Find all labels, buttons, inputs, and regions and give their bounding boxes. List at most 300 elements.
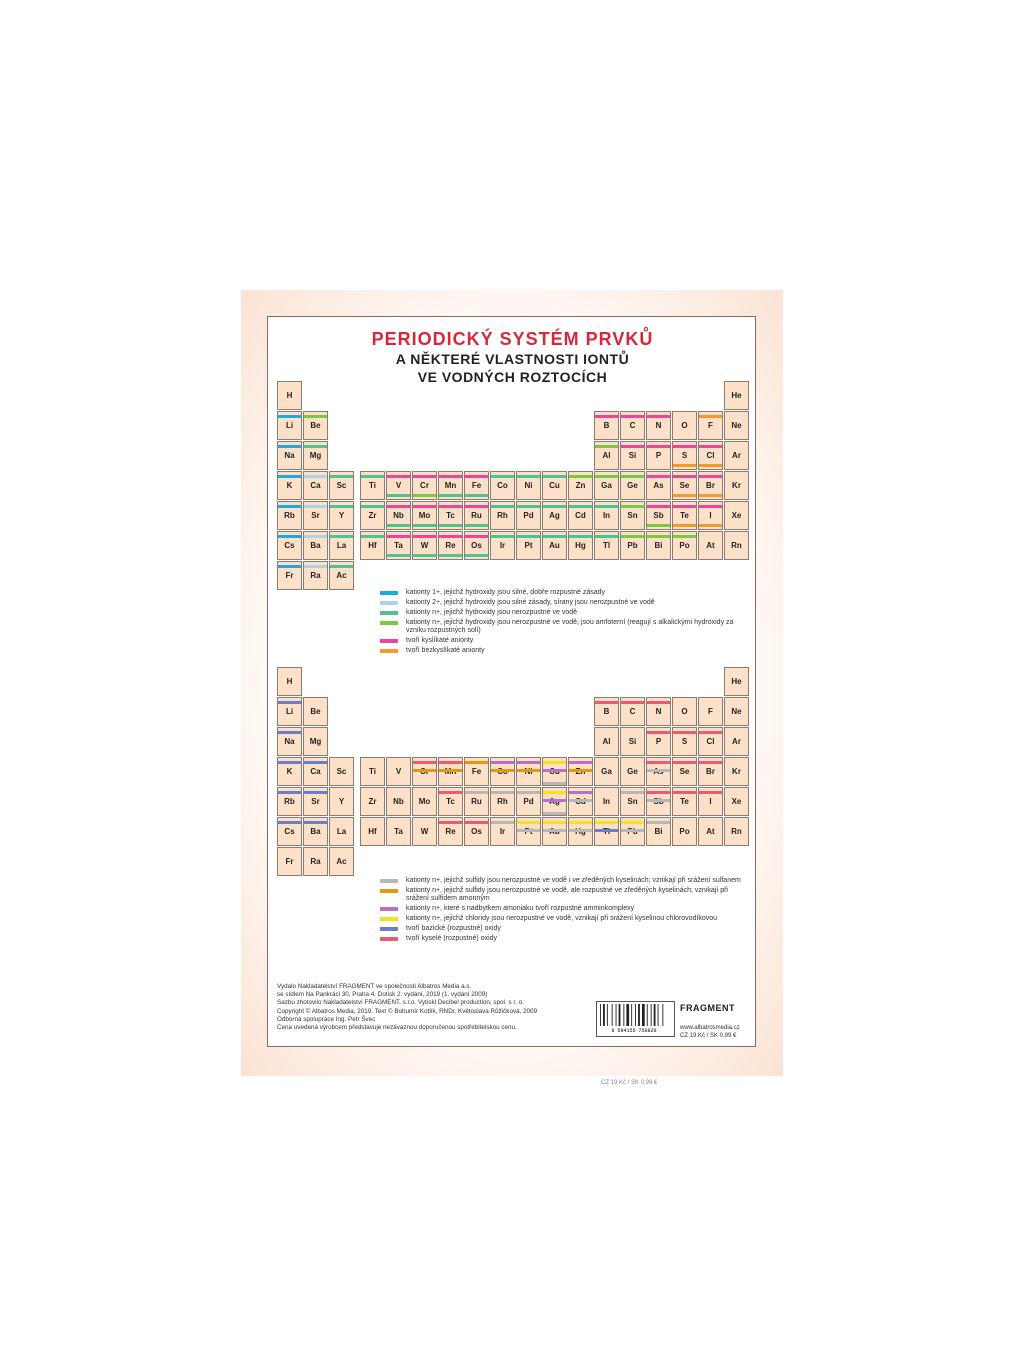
element-cell-he	[724, 381, 749, 410]
element-symbol: N	[655, 421, 662, 430]
element-cell-fe	[464, 757, 489, 786]
element-symbol: Rb	[284, 797, 295, 806]
property-bar-blue	[278, 701, 301, 704]
property-bar-red	[595, 701, 618, 704]
element-symbol: Tc	[446, 797, 455, 806]
element-symbol: C	[629, 421, 636, 430]
element-symbol: Cr	[420, 481, 429, 490]
element-symbol: Ar	[732, 451, 741, 460]
property-bar-green	[413, 524, 436, 527]
property-bar-gray	[543, 829, 566, 832]
property-bar-blue	[278, 731, 301, 734]
property-bar-orange	[673, 524, 696, 527]
legend-text: tvoří kyslíkaté anionty	[406, 637, 474, 644]
element-symbol: Zn	[575, 481, 586, 490]
element-symbol: Rb	[284, 511, 295, 520]
element-cell-rh	[490, 501, 515, 530]
property-bar-pink	[647, 475, 670, 478]
element-cell-bi	[646, 817, 671, 846]
element-symbol: Nb	[393, 511, 404, 520]
element-cell-mn	[438, 471, 463, 500]
element-symbol: Pd	[523, 797, 534, 806]
property-bar-green	[465, 494, 488, 497]
element-cell-mg	[303, 727, 328, 756]
element-symbol: Ca	[310, 481, 321, 490]
property-bar-green	[491, 505, 514, 508]
element-symbol: Se	[679, 481, 690, 490]
property-bar-pink	[465, 475, 488, 478]
element-cell-ga	[594, 757, 619, 786]
element-cell-li	[277, 411, 302, 440]
element-cell-be	[303, 411, 328, 440]
property-bar-red	[647, 761, 670, 764]
element-symbol: Sb	[653, 511, 664, 520]
element-symbol: Na	[284, 451, 295, 460]
element-symbol: Cs	[284, 541, 295, 550]
element-cell-se	[672, 757, 697, 786]
property-bar-blue	[595, 829, 618, 832]
element-cell-sn	[620, 501, 645, 530]
element-cell-f	[698, 697, 723, 726]
property-bar-pink	[647, 445, 670, 448]
property-bar-pink	[387, 535, 410, 538]
legend-text: kationty n+, jejichž chloridy jsou nerozpustné ve vodě, vznikají při srážení kyselinou chlorovodíkovou	[406, 915, 718, 922]
property-bar-pink	[439, 505, 462, 508]
element-cell-cl	[698, 727, 723, 756]
property-bar-yellow	[543, 761, 566, 764]
element-cell-ag	[542, 501, 567, 530]
property-bar-orange	[673, 494, 696, 497]
element-symbol: Au	[549, 541, 560, 550]
property-bar-pink	[699, 475, 722, 478]
property-bar-cyan	[278, 475, 301, 478]
element-cell-ne	[724, 411, 749, 440]
legend-item	[380, 915, 750, 923]
property-bar-gray	[465, 791, 488, 794]
element-cell-y	[329, 787, 354, 816]
element-cell-hf	[360, 531, 385, 560]
legend-swatch	[380, 907, 398, 911]
element-cell-re	[438, 817, 463, 846]
element-symbol: Y	[338, 797, 345, 806]
element-symbol: Kr	[732, 481, 741, 490]
element-cell-nb	[386, 787, 411, 816]
property-bar-green	[330, 535, 353, 538]
element-symbol: At	[706, 827, 715, 836]
element-cell-pb	[620, 531, 645, 560]
property-bar-lime	[621, 535, 644, 538]
property-bar-green	[543, 475, 566, 478]
property-bar-red	[439, 761, 462, 764]
element-cell-fr	[277, 561, 302, 590]
property-bar-red	[673, 731, 696, 734]
property-bar-gray	[517, 791, 540, 794]
legend-swatch	[380, 879, 398, 883]
element-symbol: Cl	[706, 737, 715, 746]
element-cell-p	[646, 727, 671, 756]
element-cell-xe	[724, 787, 749, 816]
element-cell-c	[620, 697, 645, 726]
property-bar-violet	[543, 799, 566, 802]
element-symbol: Ra	[310, 857, 321, 866]
legend-1	[380, 589, 750, 657]
element-cell-in	[594, 501, 619, 530]
element-symbol: Bi	[654, 541, 663, 550]
element-cell-nb	[386, 501, 411, 530]
element-cell-rb	[277, 501, 302, 530]
property-bar-orange	[699, 524, 722, 527]
property-bar-lightblue	[304, 535, 327, 538]
property-bar-pink	[673, 475, 696, 478]
element-symbol: Si	[628, 737, 637, 746]
element-cell-fr	[277, 847, 302, 876]
element-cell-pd	[516, 501, 541, 530]
element-cell-k	[277, 757, 302, 786]
property-bar-green	[569, 505, 592, 508]
element-symbol: Fr	[285, 571, 294, 580]
legend-item	[380, 877, 750, 885]
element-cell-s	[672, 441, 697, 470]
property-bar-pink	[439, 475, 462, 478]
element-cell-po	[672, 817, 697, 846]
element-symbol: Sn	[627, 797, 638, 806]
property-bar-gray	[647, 799, 670, 802]
element-cell-ni	[516, 757, 541, 786]
property-bar-pink	[699, 505, 722, 508]
element-cell-ni	[516, 471, 541, 500]
element-symbol: W	[420, 541, 429, 550]
publisher-logo: FRAGMENT	[680, 1003, 735, 1013]
element-symbol: Ti	[369, 767, 376, 776]
element-cell-i	[698, 787, 723, 816]
legend-swatch	[380, 639, 398, 643]
element-symbol: Ir	[499, 827, 506, 836]
element-cell-os	[464, 531, 489, 560]
element-symbol: Ru	[471, 797, 482, 806]
property-bar-green	[465, 524, 488, 527]
imprint-line: Vydalo Nakladatelství FRAGMENT ve společnosti Albatros Media a.s.	[277, 983, 472, 990]
legend-item	[380, 599, 750, 607]
property-bar-green	[517, 475, 540, 478]
legend-text: tvoří bazické (rozpustné) oxidy	[406, 925, 501, 932]
element-symbol: Ir	[499, 541, 506, 550]
element-cell-bi	[646, 531, 671, 560]
element-symbol: K	[286, 481, 293, 490]
element-cell-rh	[490, 787, 515, 816]
property-bar-blue	[304, 761, 327, 764]
element-cell-kr	[724, 757, 749, 786]
element-symbol: V	[395, 767, 402, 776]
element-symbol: Cs	[284, 827, 295, 836]
property-bar-gray	[647, 769, 670, 772]
element-cell-pt	[516, 531, 541, 560]
element-cell-fe	[464, 471, 489, 500]
element-symbol: Sc	[336, 481, 347, 490]
element-symbol: O	[681, 707, 688, 716]
property-bar-lightblue	[304, 565, 327, 568]
price: CZ 19 Kč / SK 0,99 €	[680, 1032, 737, 1039]
property-bar-pink	[647, 505, 670, 508]
property-bar-green	[491, 475, 514, 478]
element-cell-na	[277, 441, 302, 470]
element-cell-at	[698, 531, 723, 560]
element-symbol: Bi	[654, 827, 663, 836]
element-symbol: Ne	[731, 707, 742, 716]
element-symbol: Hg	[575, 541, 586, 550]
element-cell-sr	[303, 501, 328, 530]
element-cell-c	[620, 411, 645, 440]
property-bar-pink	[413, 535, 436, 538]
element-symbol: La	[336, 541, 347, 550]
element-symbol: Mo	[418, 511, 431, 520]
element-cell-hf	[360, 817, 385, 846]
element-symbol: Ac	[336, 571, 347, 580]
element-cell-w	[412, 817, 437, 846]
element-symbol: He	[731, 391, 742, 400]
element-cell-mn	[438, 757, 463, 786]
property-bar-pink	[413, 475, 436, 478]
property-bar-green	[413, 554, 436, 557]
element-symbol: Pb	[627, 541, 638, 550]
property-bar-orange	[699, 494, 722, 497]
element-cell-au	[542, 531, 567, 560]
element-symbol: Be	[310, 421, 321, 430]
element-cell-b	[594, 697, 619, 726]
property-bar-green	[543, 535, 566, 538]
element-symbol: Sc	[336, 767, 347, 776]
element-cell-sn	[620, 787, 645, 816]
property-bar-yellow	[569, 821, 592, 824]
legend-swatch	[380, 917, 398, 921]
element-symbol: Ta	[394, 541, 403, 550]
periodic-table-1	[268, 381, 757, 601]
element-symbol: Ar	[732, 737, 741, 746]
element-cell-ne	[724, 697, 749, 726]
property-bar-darkorange	[413, 769, 436, 772]
legend-2	[380, 877, 750, 945]
element-cell-hg	[568, 531, 593, 560]
element-cell-n	[646, 411, 671, 440]
property-bar-red	[647, 731, 670, 734]
element-cell-se	[672, 471, 697, 500]
element-symbol: W	[420, 827, 429, 836]
property-bar-cyan	[278, 505, 301, 508]
element-cell-sc	[329, 757, 354, 786]
legend-item	[380, 905, 750, 913]
element-cell-ca	[303, 471, 328, 500]
property-bar-red	[413, 761, 436, 764]
element-symbol: Mg	[309, 737, 322, 746]
legend-item	[380, 589, 750, 597]
element-cell-te	[672, 501, 697, 530]
element-cell-al	[594, 727, 619, 756]
element-symbol: Li	[285, 421, 294, 430]
element-cell-li	[277, 697, 302, 726]
property-bar-yellow	[595, 821, 618, 824]
element-symbol: N	[655, 707, 662, 716]
property-bar-green	[465, 554, 488, 557]
element-cell-ra	[303, 847, 328, 876]
property-bar-yellow	[621, 821, 644, 824]
element-cell-he	[724, 667, 749, 696]
element-cell-la	[329, 531, 354, 560]
property-bar-pink	[647, 415, 670, 418]
element-cell-n	[646, 697, 671, 726]
element-cell-o	[672, 697, 697, 726]
element-cell-po	[672, 531, 697, 560]
element-cell-ge	[620, 757, 645, 786]
element-cell-sb	[646, 787, 671, 816]
legend-text: kationty n+, jejichž sulfidy jsou nerozpustné ve vodě i ve zředěných kyselinách; vznikají při srážení sulfanem	[406, 877, 741, 884]
property-bar-pink	[673, 505, 696, 508]
element-cell-as	[646, 757, 671, 786]
element-cell-mg	[303, 441, 328, 470]
imprint-line: se sídlem Na Pankráci 30, Praha 4. Dotisk 2. vydání, 2019 (1. vydání 2009)	[277, 991, 488, 999]
property-bar-violet	[569, 761, 592, 764]
element-cell-ta	[386, 531, 411, 560]
title-main: PERIODICKÝ SYSTÉM PRVKŮ	[371, 329, 654, 349]
element-symbol: Tl	[602, 541, 611, 550]
element-cell-tl	[594, 531, 619, 560]
legend-text: kationty n+, které s nadbytkem amoniaku tvoří rozpustné amminkomplexy	[406, 905, 635, 912]
element-symbol: Re	[445, 827, 456, 836]
element-cell-mo	[412, 787, 437, 816]
property-bar-lime	[595, 445, 618, 448]
property-bar-green	[491, 535, 514, 538]
element-cell-hg	[568, 817, 593, 846]
element-cell-cu	[542, 757, 567, 786]
property-bar-gray	[491, 821, 514, 824]
element-symbol: Rn	[731, 541, 742, 550]
property-bar-pink	[595, 415, 618, 418]
element-symbol: Br	[706, 481, 715, 490]
element-cell-v	[386, 757, 411, 786]
property-bar-yellow	[517, 821, 540, 824]
element-symbol: Na	[284, 737, 295, 746]
element-symbol: Co	[497, 481, 508, 490]
element-symbol: H	[286, 391, 293, 400]
element-cell-y	[329, 501, 354, 530]
element-cell-v	[386, 471, 411, 500]
property-bar-blue	[278, 791, 301, 794]
property-bar-pink	[413, 505, 436, 508]
element-cell-s	[672, 727, 697, 756]
element-cell-rn	[724, 817, 749, 846]
property-bar-cyan	[278, 415, 301, 418]
element-symbol: I	[709, 797, 712, 806]
element-symbol: Xe	[731, 797, 742, 806]
element-cell-cs	[277, 817, 302, 846]
legend-swatch	[380, 927, 398, 931]
element-cell-ca	[303, 757, 328, 786]
property-bar-darkorange	[439, 769, 462, 772]
element-symbol: Ti	[369, 481, 376, 490]
element-cell-zn	[568, 757, 593, 786]
element-symbol: Hf	[368, 541, 377, 550]
legend-text: tvoří bezkyslíkaté anionty	[406, 647, 485, 654]
element-symbol: Po	[679, 827, 690, 836]
legend-text: kationty n+, jejichž hydroxidy jsou nerozpustné ve vodě	[406, 609, 578, 616]
legend-text: kationty n+, jejichž hydroxidy jsou nerozpustné ve vodě, jsou amfoterní (reagují s alkalickými hydroxidy za vzniku rozpustných solí)	[406, 619, 734, 634]
element-cell-os	[464, 817, 489, 846]
property-bar-lime	[569, 475, 592, 478]
legend-item	[380, 609, 750, 617]
element-symbol: O	[681, 421, 688, 430]
element-cell-ir	[490, 817, 515, 846]
property-bar-pink	[621, 445, 644, 448]
legend-text: kationty 1+, jejichž hydroxidy jsou silné, dobře rozpustné zásady	[406, 589, 606, 596]
element-cell-ru	[464, 787, 489, 816]
element-symbol: Pd	[523, 511, 534, 520]
property-bar-pink	[387, 475, 410, 478]
legend-text: kationty n+, jejichž sulfidy jsou nerozpustné ve vodě, ale rozpustné ve zředěných kyselinách; vznikají při srážení sulfidem amonným	[406, 887, 728, 902]
element-symbol: Y	[338, 511, 345, 520]
element-cell-al	[594, 441, 619, 470]
legend-text: tvoří kyselé (rozpustné) oxidy	[406, 935, 498, 942]
element-symbol: Ra	[310, 571, 321, 580]
property-bar-gray	[517, 829, 540, 832]
element-symbol: Zr	[368, 797, 377, 806]
element-cell-be	[303, 697, 328, 726]
property-bar-green	[439, 524, 462, 527]
element-cell-as	[646, 471, 671, 500]
property-bar-red	[439, 821, 462, 824]
element-symbol: Li	[285, 707, 294, 716]
imprint-line: Odborná spolupráce Ing. Petr Švec	[277, 1015, 376, 1023]
element-cell-xe	[724, 501, 749, 530]
property-bar-lime	[647, 524, 670, 527]
element-symbol: Ca	[310, 767, 321, 776]
legend-swatch	[380, 591, 398, 595]
element-symbol: Ge	[627, 767, 638, 776]
element-symbol: F	[708, 421, 713, 430]
element-symbol: Se	[679, 767, 690, 776]
property-bar-blue	[304, 821, 327, 824]
property-bar-green	[361, 505, 384, 508]
property-bar-gray	[621, 829, 644, 832]
property-bar-gray	[621, 791, 644, 794]
imprint-line: Sazbu zhotovilo Nakladatelství FRAGMENT, s.r.o. Vytiskl Decibel production, spol. s r. o.	[277, 999, 524, 1007]
barcode-digits: 8 594155 750820	[611, 1028, 657, 1034]
element-cell-p	[646, 441, 671, 470]
element-symbol: P	[655, 737, 662, 746]
element-symbol: I	[709, 511, 712, 520]
element-symbol: At	[706, 541, 715, 550]
property-bar-green	[595, 505, 618, 508]
property-bar-pink	[465, 505, 488, 508]
element-cell-cs	[277, 531, 302, 560]
property-bar-green	[330, 565, 353, 568]
element-cell-tc	[438, 501, 463, 530]
element-symbol: Ru	[471, 511, 482, 520]
element-symbol: B	[603, 707, 610, 716]
element-cell-si	[620, 727, 645, 756]
property-bar-lime	[595, 475, 618, 478]
element-symbol: Al	[602, 451, 611, 460]
property-bar-green	[569, 535, 592, 538]
element-symbol: As	[653, 481, 664, 490]
element-cell-zr	[360, 787, 385, 816]
element-cell-ag	[542, 787, 567, 816]
element-cell-zn	[568, 471, 593, 500]
element-cell-co	[490, 471, 515, 500]
property-bar-green	[595, 535, 618, 538]
element-cell-na	[277, 727, 302, 756]
element-symbol: B	[603, 421, 610, 430]
legend-swatch	[380, 621, 398, 625]
property-bar-darkorange	[569, 769, 592, 772]
element-cell-o	[672, 411, 697, 440]
